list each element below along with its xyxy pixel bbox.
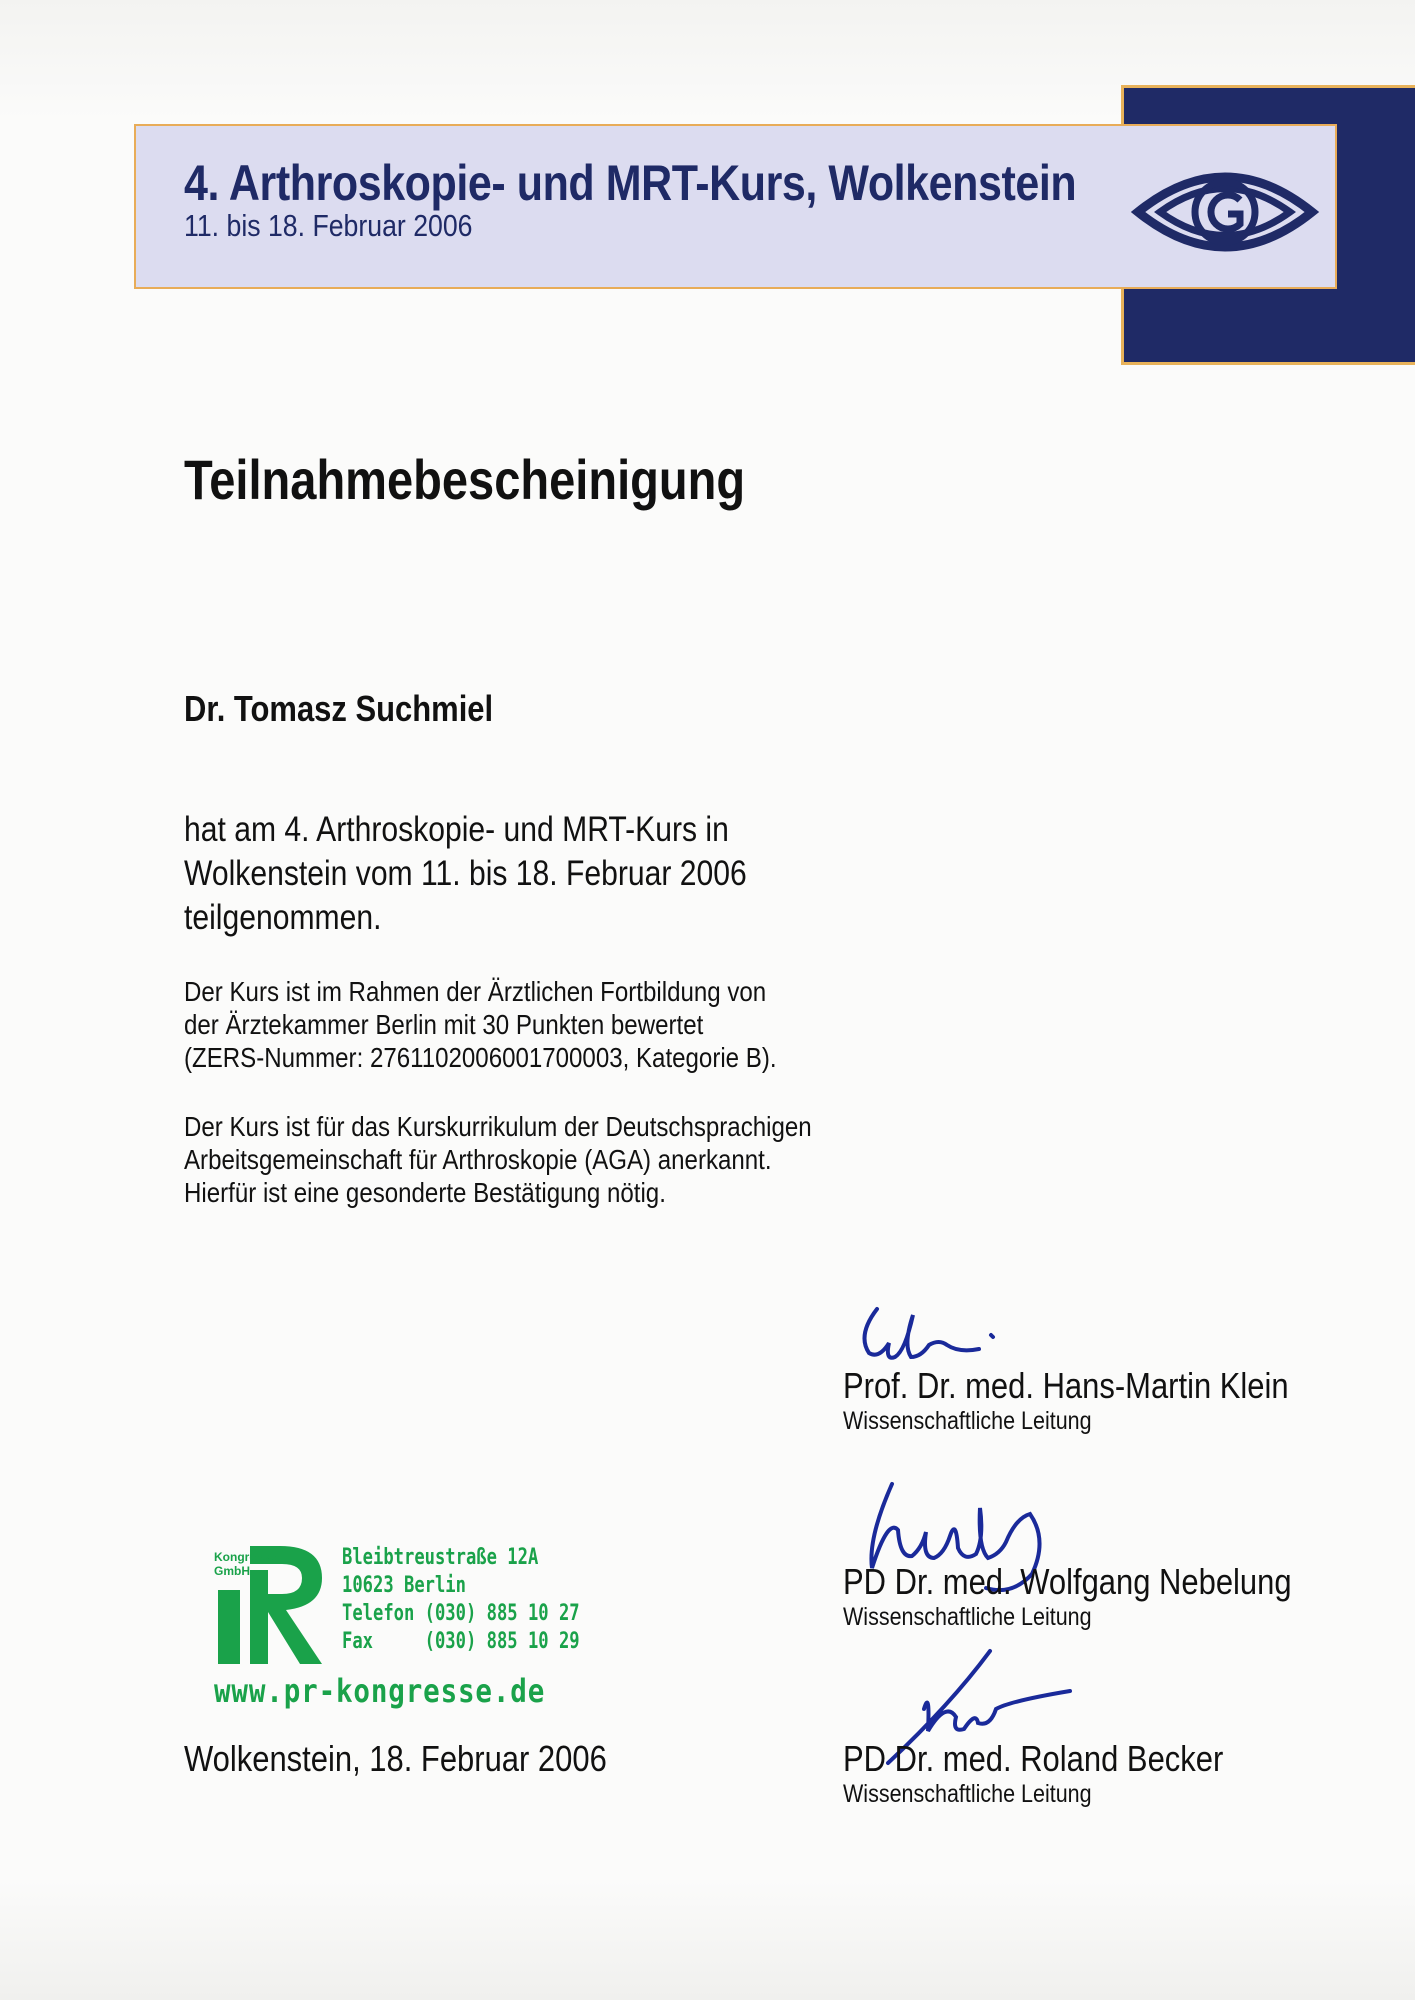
signatory-becker xyxy=(843,1738,1285,1808)
stamp-company-line: Kongresse xyxy=(214,1550,277,1564)
stamp-address-line: Bleibtreustraße 12A xyxy=(342,1545,539,1570)
accreditation-paragraph xyxy=(184,975,777,1074)
place-and-date: Wolkenstein, 18. Februar 2006 xyxy=(184,1738,607,1779)
intro-line: teilgenommen. xyxy=(184,898,382,937)
company-stamp xyxy=(210,1540,590,1710)
signatory-name: PD Dr. med. Roland Becker xyxy=(843,1738,1224,1779)
stamp-address-line: Fax (030) 885 10 29 xyxy=(342,1629,580,1654)
intro-line: Wolkenstein vom 11. bis 18. Februar 2006 xyxy=(184,854,747,893)
intro-line: hat am 4. Arthroskopie- und MRT-Kurs in xyxy=(184,810,729,849)
eye-logo-icon xyxy=(1130,160,1320,265)
aga-paragraph xyxy=(184,1110,812,1209)
paragraph-line: Der Kurs ist im Rahmen der Ärztlichen Fortbildung von xyxy=(184,976,767,1007)
signatory-name: PD Dr. med. Wolfgang Nebelung xyxy=(843,1561,1292,1602)
paragraph-line: Arbeitsgemeinschaft für Arthroskopie (AGA) anerkannt. xyxy=(184,1144,772,1175)
course-date: 11. bis 18. Februar 2006 xyxy=(184,208,473,243)
paragraph-line: (ZERS-Nummer: 2761102006001700003, Kategorie B). xyxy=(184,1042,777,1073)
recipient-name: Dr. Tomasz Suchmiel xyxy=(184,688,494,729)
paragraph-line: Hierfür ist eine gesonderte Bestätigung nötig. xyxy=(184,1177,666,1208)
paragraph-line: Der Kurs ist für das Kurskurrikulum der Deutschsprachigen xyxy=(184,1111,812,1142)
stamp-address-line: Telefon (030) 885 10 27 xyxy=(342,1601,580,1626)
signatory-role: Wissenschaftliche Leitung xyxy=(843,1603,1092,1631)
signatory-name: Prof. Dr. med. Hans-Martin Klein xyxy=(843,1365,1289,1406)
course-title: 4. Arthroskopie- und MRT-Kurs, Wolkenstein xyxy=(184,155,1077,211)
signatory-role: Wissenschaftliche Leitung xyxy=(843,1780,1092,1808)
stamp-company-label xyxy=(214,1550,276,1578)
intro-text xyxy=(184,808,747,940)
stamp-address-line: 10623 Berlin xyxy=(342,1573,466,1598)
signature-klein-icon xyxy=(855,1295,1035,1375)
signatory-nebelung xyxy=(843,1561,1365,1631)
stamp-website: www.pr-kongresse.de xyxy=(214,1672,546,1710)
stamp-company-line: GmbH xyxy=(214,1564,250,1578)
paragraph-line: der Ärztekammer Berlin mit 30 Punkten bewertet xyxy=(184,1009,704,1040)
document-title: Teilnahmebescheinigung xyxy=(184,448,746,511)
stamp-address xyxy=(342,1544,580,1656)
signatory-role: Wissenschaftliche Leitung xyxy=(843,1407,1092,1435)
signatory-klein xyxy=(843,1365,1361,1435)
